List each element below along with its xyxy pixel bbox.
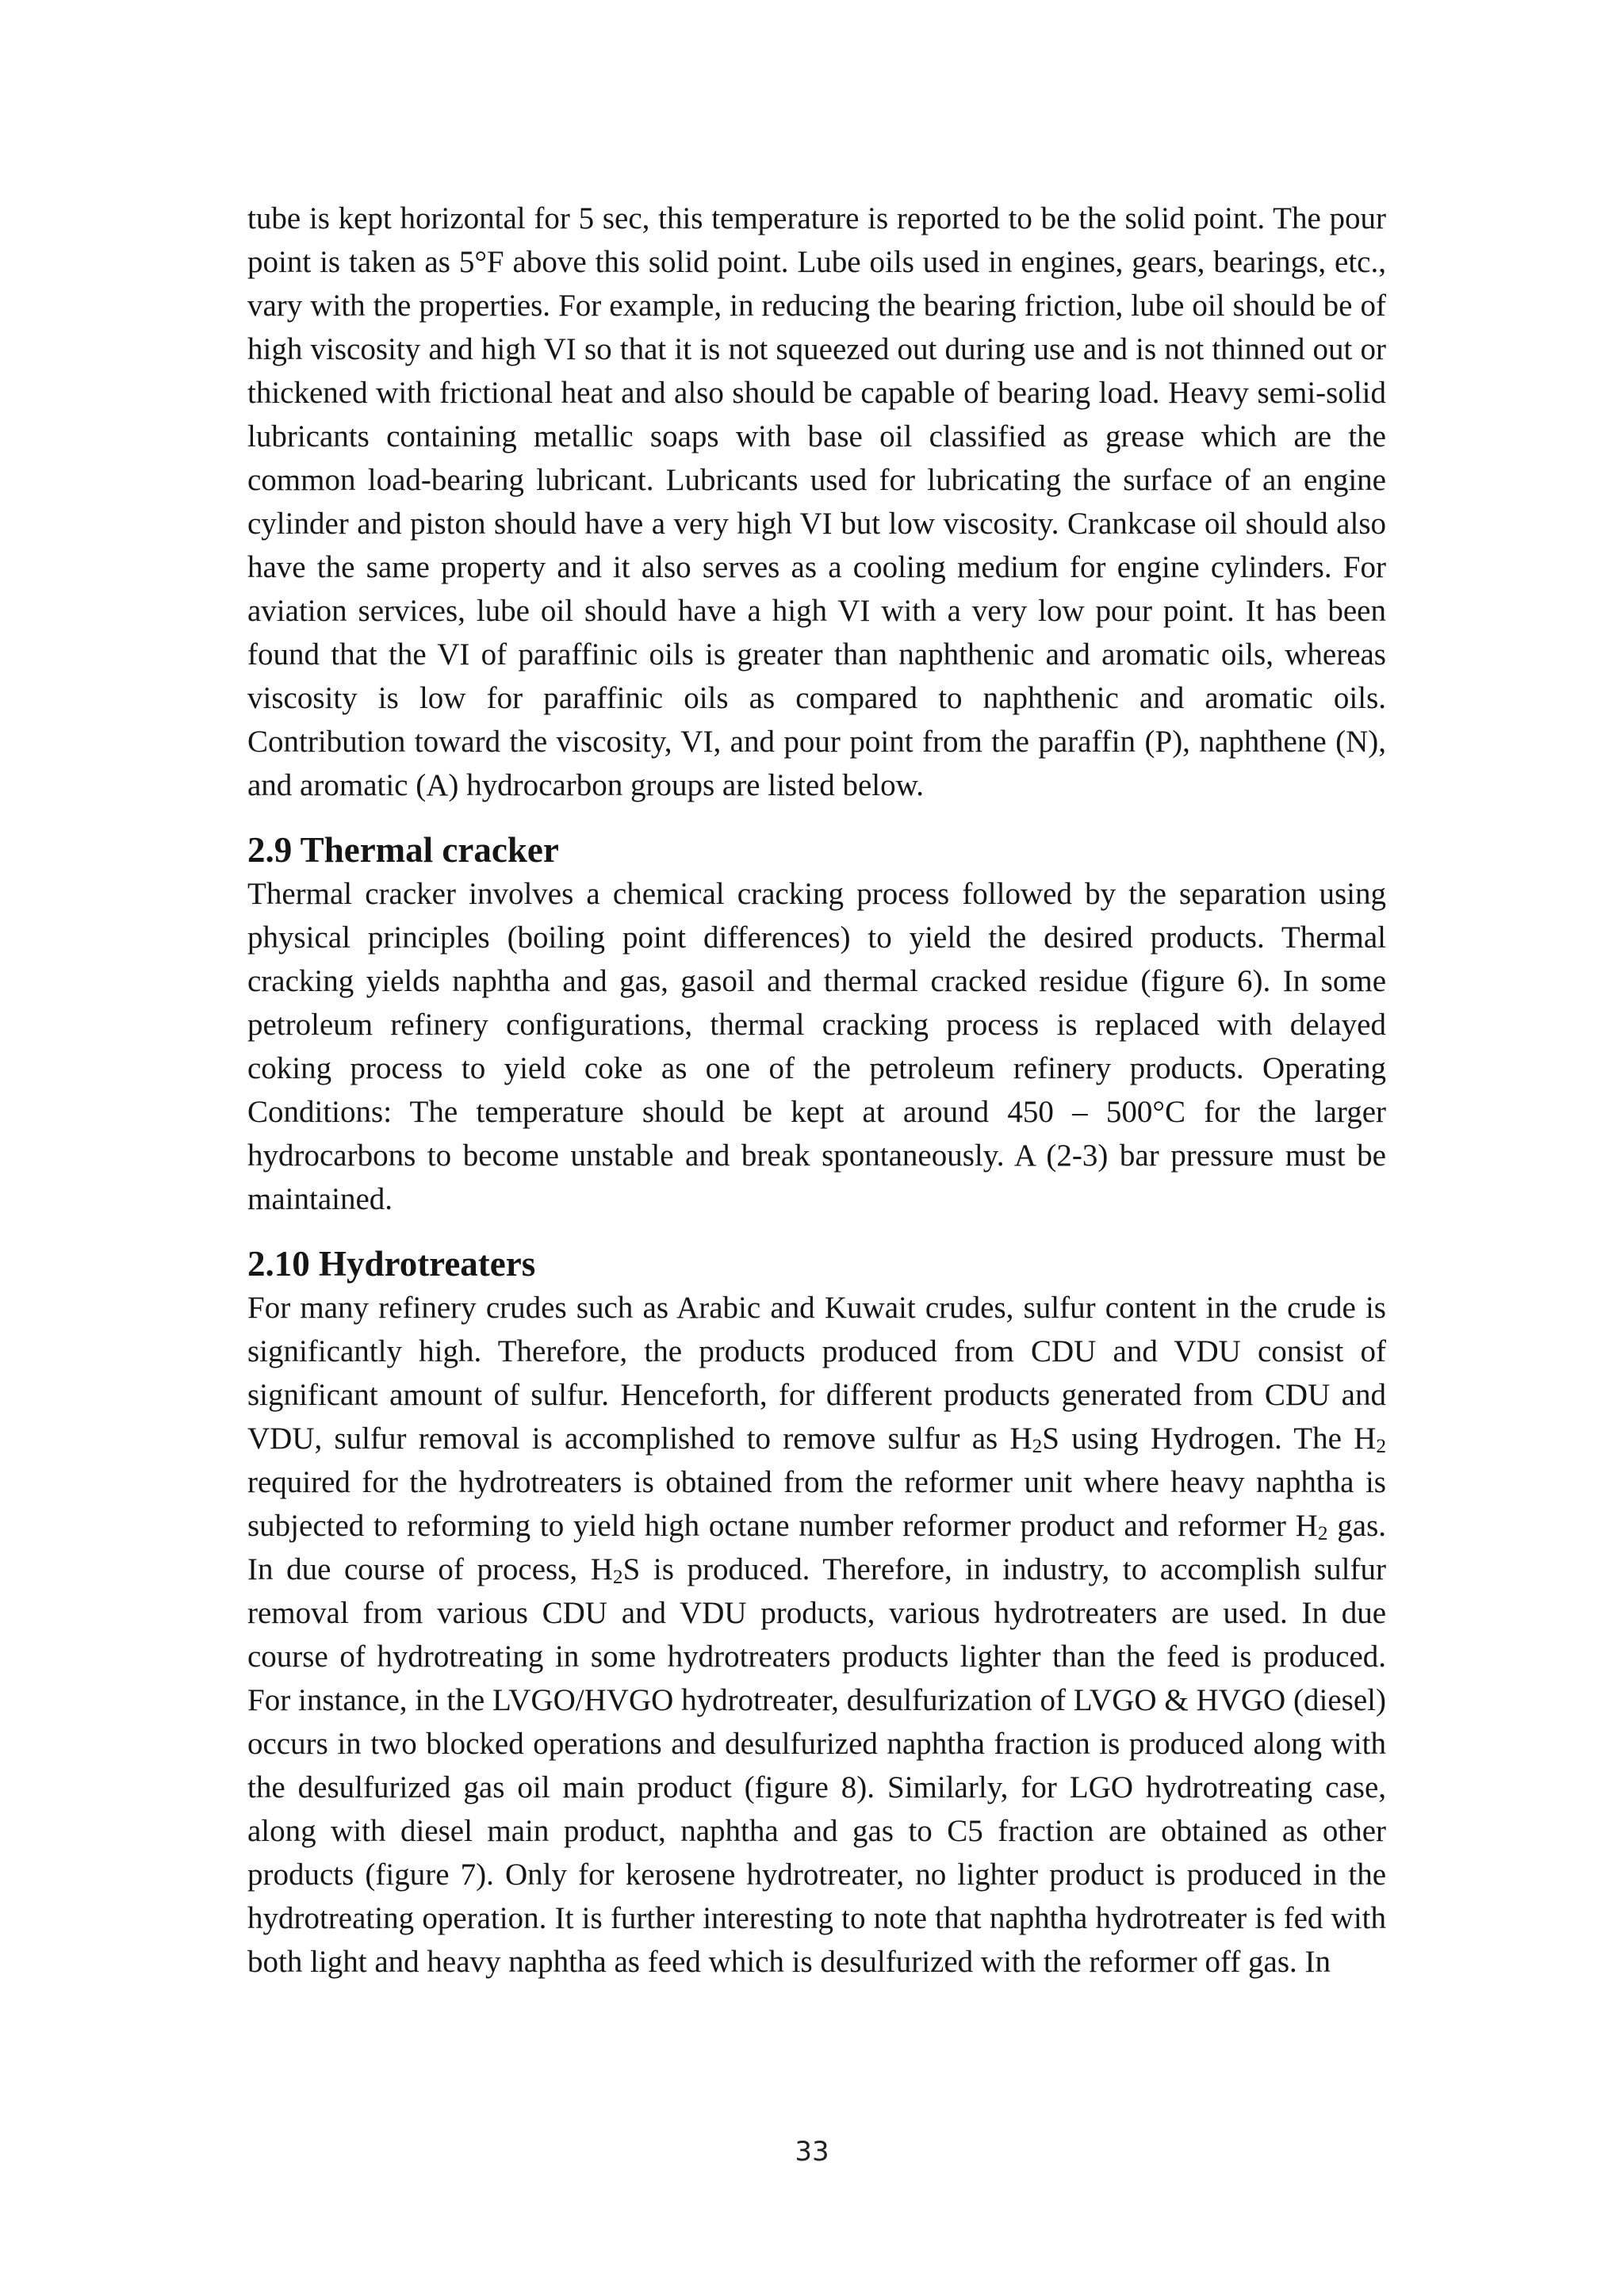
paragraph-hydrotreaters: [247, 1286, 1386, 1984]
text-segment: S using Hydrogen. The H: [1042, 1422, 1377, 1456]
subscript: 2: [612, 1566, 623, 1589]
document-page: [247, 197, 1386, 1984]
heading-hydrotreaters: 2.10 Hydrotreaters: [247, 1244, 536, 1284]
text-segment: gas. In due course of process, H: [247, 1509, 1386, 1586]
subscript: 2: [1376, 1435, 1386, 1458]
paragraph-thermal-cracker: Thermal cracker involves a chemical cracking process followed by the separation using physical principles (boiling point differences) to yield the desired products. Thermal cracking yields naphtha and gas, gasoil and thermal cracked residue (figure 6). In some petroleum refinery configurations, thermal cracking process is replaced with delayed coking process to yield coke as one of the petroleum refinery products. Operating Conditions: The temperature should be kept at around 450 – 500°C for the larger hydrocarbons to become unstable and break spontaneously. A (2-3) bar pressure must be maintained.: [247, 877, 1386, 1216]
text-segment: For many refinery crudes such as Arabic and Kuwait crudes, sulfur content in the crude is significantly high. Therefore, the products produced from CDU and VDU consist of significant amount of sulfur. Henceforth, for different products generated from CDU and VDU, sulfur removal is accomplished to remove sulfur as H: [247, 1291, 1386, 1456]
page-number: 33: [795, 2136, 829, 2168]
heading-thermal-cracker: 2.9 Thermal cracker: [247, 830, 559, 870]
subscript: 2: [1032, 1435, 1043, 1458]
paragraph-lube-oil: tube is kept horizontal for 5 sec, this temperature is reported to be the solid point. The pour point is taken as 5°F above this solid point. Lube oils used in engines, gears, bearings, etc., vary with the properties. For example, in reducing the bearing friction, lube oil should be of high viscosity and high VI so that it is not squeezed out during use and is not thinned out or thickened with frictional heat and also should be capable of bearing load. Heavy semi-solid lubricants containing metallic soaps with base oil classified as grease which are the common load-bearing lubricant. Lubricants used for lubricating the surface of an engine cylinder and piston should have a very high VI but low viscosity. Crankcase oil should also have the same property and it also serves as a cooling medium for engine cylinders. For aviation services, lube oil should have a high VI with a very low pour point. It has been found that the VI of paraffinic oils is greater than naphthenic and aromatic oils, whereas viscosity is low for paraffinic oils as compared to naphthenic and aromatic oils. Contribution toward the viscosity, VI, and pour point from the paraffin (P), naphthene (N), and aromatic (A) hydrocarbon groups are listed below.: [247, 201, 1386, 802]
subscript: 2: [1317, 1522, 1328, 1545]
text-segment: required for the hydrotreaters is obtained from the reformer unit where heavy naphtha is subjected to reforming to yield high octane number reformer product and reformer H: [247, 1465, 1386, 1543]
text-segment: S is produced. Therefore, in industry, to accomplish sulfur removal from various CDU and VDU products, various hydrotreaters are used. In due course of hydrotreating in some hydrotreaters products lighter than the feed is produced. For instance, in the LVGO/HVGO hydrotreater, desulfurization of LVGO & HVGO (diesel) occurs in two blocked operations and desulfurized naphtha fraction is produced along with the desulfurized gas oil main product (figure 8). Similarly, for LGO hydrotreating case, along with diesel main product, naphtha and gas to C5 fraction are obtained as other products (figure 7). Only for kerosene hydrotreater, no lighter product is produced in the hydrotreating operation. It is further interesting to note that naphtha hydrotreater is fed with both light and heavy naphtha as feed which is desulfurized with the reformer off gas. In: [247, 1552, 1386, 1979]
